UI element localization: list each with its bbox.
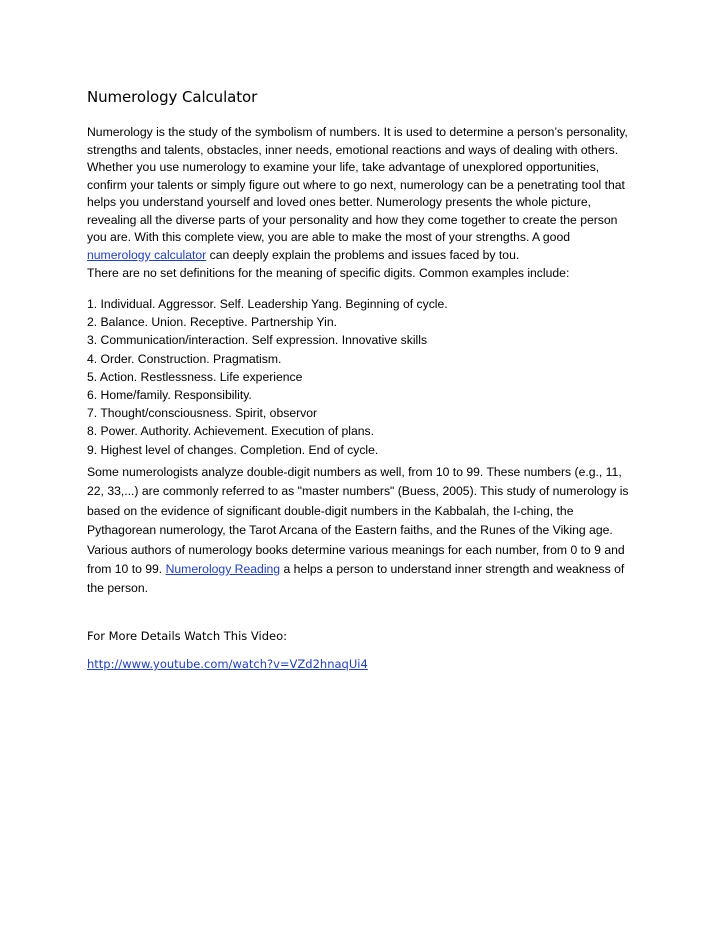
list-item: 6. Home/family. Responsibility. bbox=[87, 388, 252, 403]
more-details-label: For More Details Watch This Video: bbox=[87, 629, 288, 643]
paragraph-line: the person. bbox=[87, 581, 148, 596]
list-item: 2. Balance. Union. Receptive. Partnership Yin. bbox=[87, 315, 337, 330]
intro-line-with-link bbox=[87, 247, 647, 265]
list-item: 4. Order. Construction. Pragmatism. bbox=[87, 351, 282, 366]
intro-line: strengths and talents, obstacles, inner needs, emotional reactions and ways of dealing with others. bbox=[87, 142, 619, 157]
definitions-lead: There are no set definitions for the meaning of specific digits. Common examples include: bbox=[87, 266, 570, 280]
intro-line: helps you understand yourself and loved ones better. Numerology presents the whole picture, bbox=[87, 195, 592, 209]
paragraph-line: Some numerologists analyze double-digit numbers as well, from 10 to 99. These numbers (e.g., 11, bbox=[87, 465, 622, 479]
paragraph-line: Various authors of numerology books determine various meanings for each number, from 0 to 9 and bbox=[87, 542, 625, 557]
master-numbers-paragraph bbox=[87, 463, 647, 599]
video-url-link[interactable]: http://www.youtube.com/watch?v=VZd2hnaqUi4 bbox=[87, 657, 368, 671]
paragraph-line: based on the evidence of significant double-digit numbers in the Kabbalah, the I-ching, the bbox=[87, 503, 574, 518]
list-item: 1. Individual. Aggressor. Self. Leadership Yang. Beginning of cycle. bbox=[87, 297, 448, 311]
list-item: 9. Highest level of changes. Completion. End of cycle. bbox=[87, 442, 379, 457]
paragraph-line: 22, 33,...) are commonly referred to as "master numbers" (Buess, 2005). This study of numerology is bbox=[87, 484, 629, 499]
list-item: 3. Communication/interaction. Self expression. Innovative skills bbox=[87, 333, 428, 348]
intro-line: you are. With this complete view, you are able to make the most of your strengths. A good bbox=[87, 230, 571, 244]
digit-meanings-list bbox=[87, 295, 448, 459]
numerology-reading-link[interactable]: Numerology Reading bbox=[165, 562, 281, 577]
intro-line-rest: can deeply explain the problems and issues faced by tou. bbox=[206, 247, 520, 262]
intro-line: Numerology is the study of the symbolism of numbers. It is used to determine a person’s personality, bbox=[87, 125, 628, 139]
paragraph-line: Pythagorean numerology, the Tarot Arcana of the Eastern faiths, and the Runes of the Viking age. bbox=[87, 523, 613, 538]
intro-line: revealing all the diverse parts of your personality and how they come together to create the person bbox=[87, 212, 618, 227]
page-title: Numerology Calculator bbox=[87, 88, 258, 106]
paragraph-line-rest: a helps a person to understand inner strength and weakness of bbox=[280, 562, 625, 577]
paragraph-line-with-link bbox=[87, 560, 647, 579]
list-item: 8. Power. Authority. Achievement. Execution of plans. bbox=[87, 424, 375, 439]
intro-line: Whether you use numerology to examine your life, take advantage of unexplored opportunities, bbox=[87, 160, 600, 174]
intro-line: confirm your talents or simply figure out where to go next, numerology can be a penetrating tool that bbox=[87, 177, 625, 192]
list-item: 7. Thought/consciousness. Spirit, observor bbox=[87, 406, 318, 421]
numerology-calculator-link[interactable]: numerology calculator bbox=[87, 247, 207, 262]
intro-paragraph bbox=[87, 124, 647, 264]
paragraph-line-start: from 10 to 99. bbox=[87, 562, 166, 577]
list-item: 5. Action. Restlessness. Life experience bbox=[87, 369, 303, 384]
